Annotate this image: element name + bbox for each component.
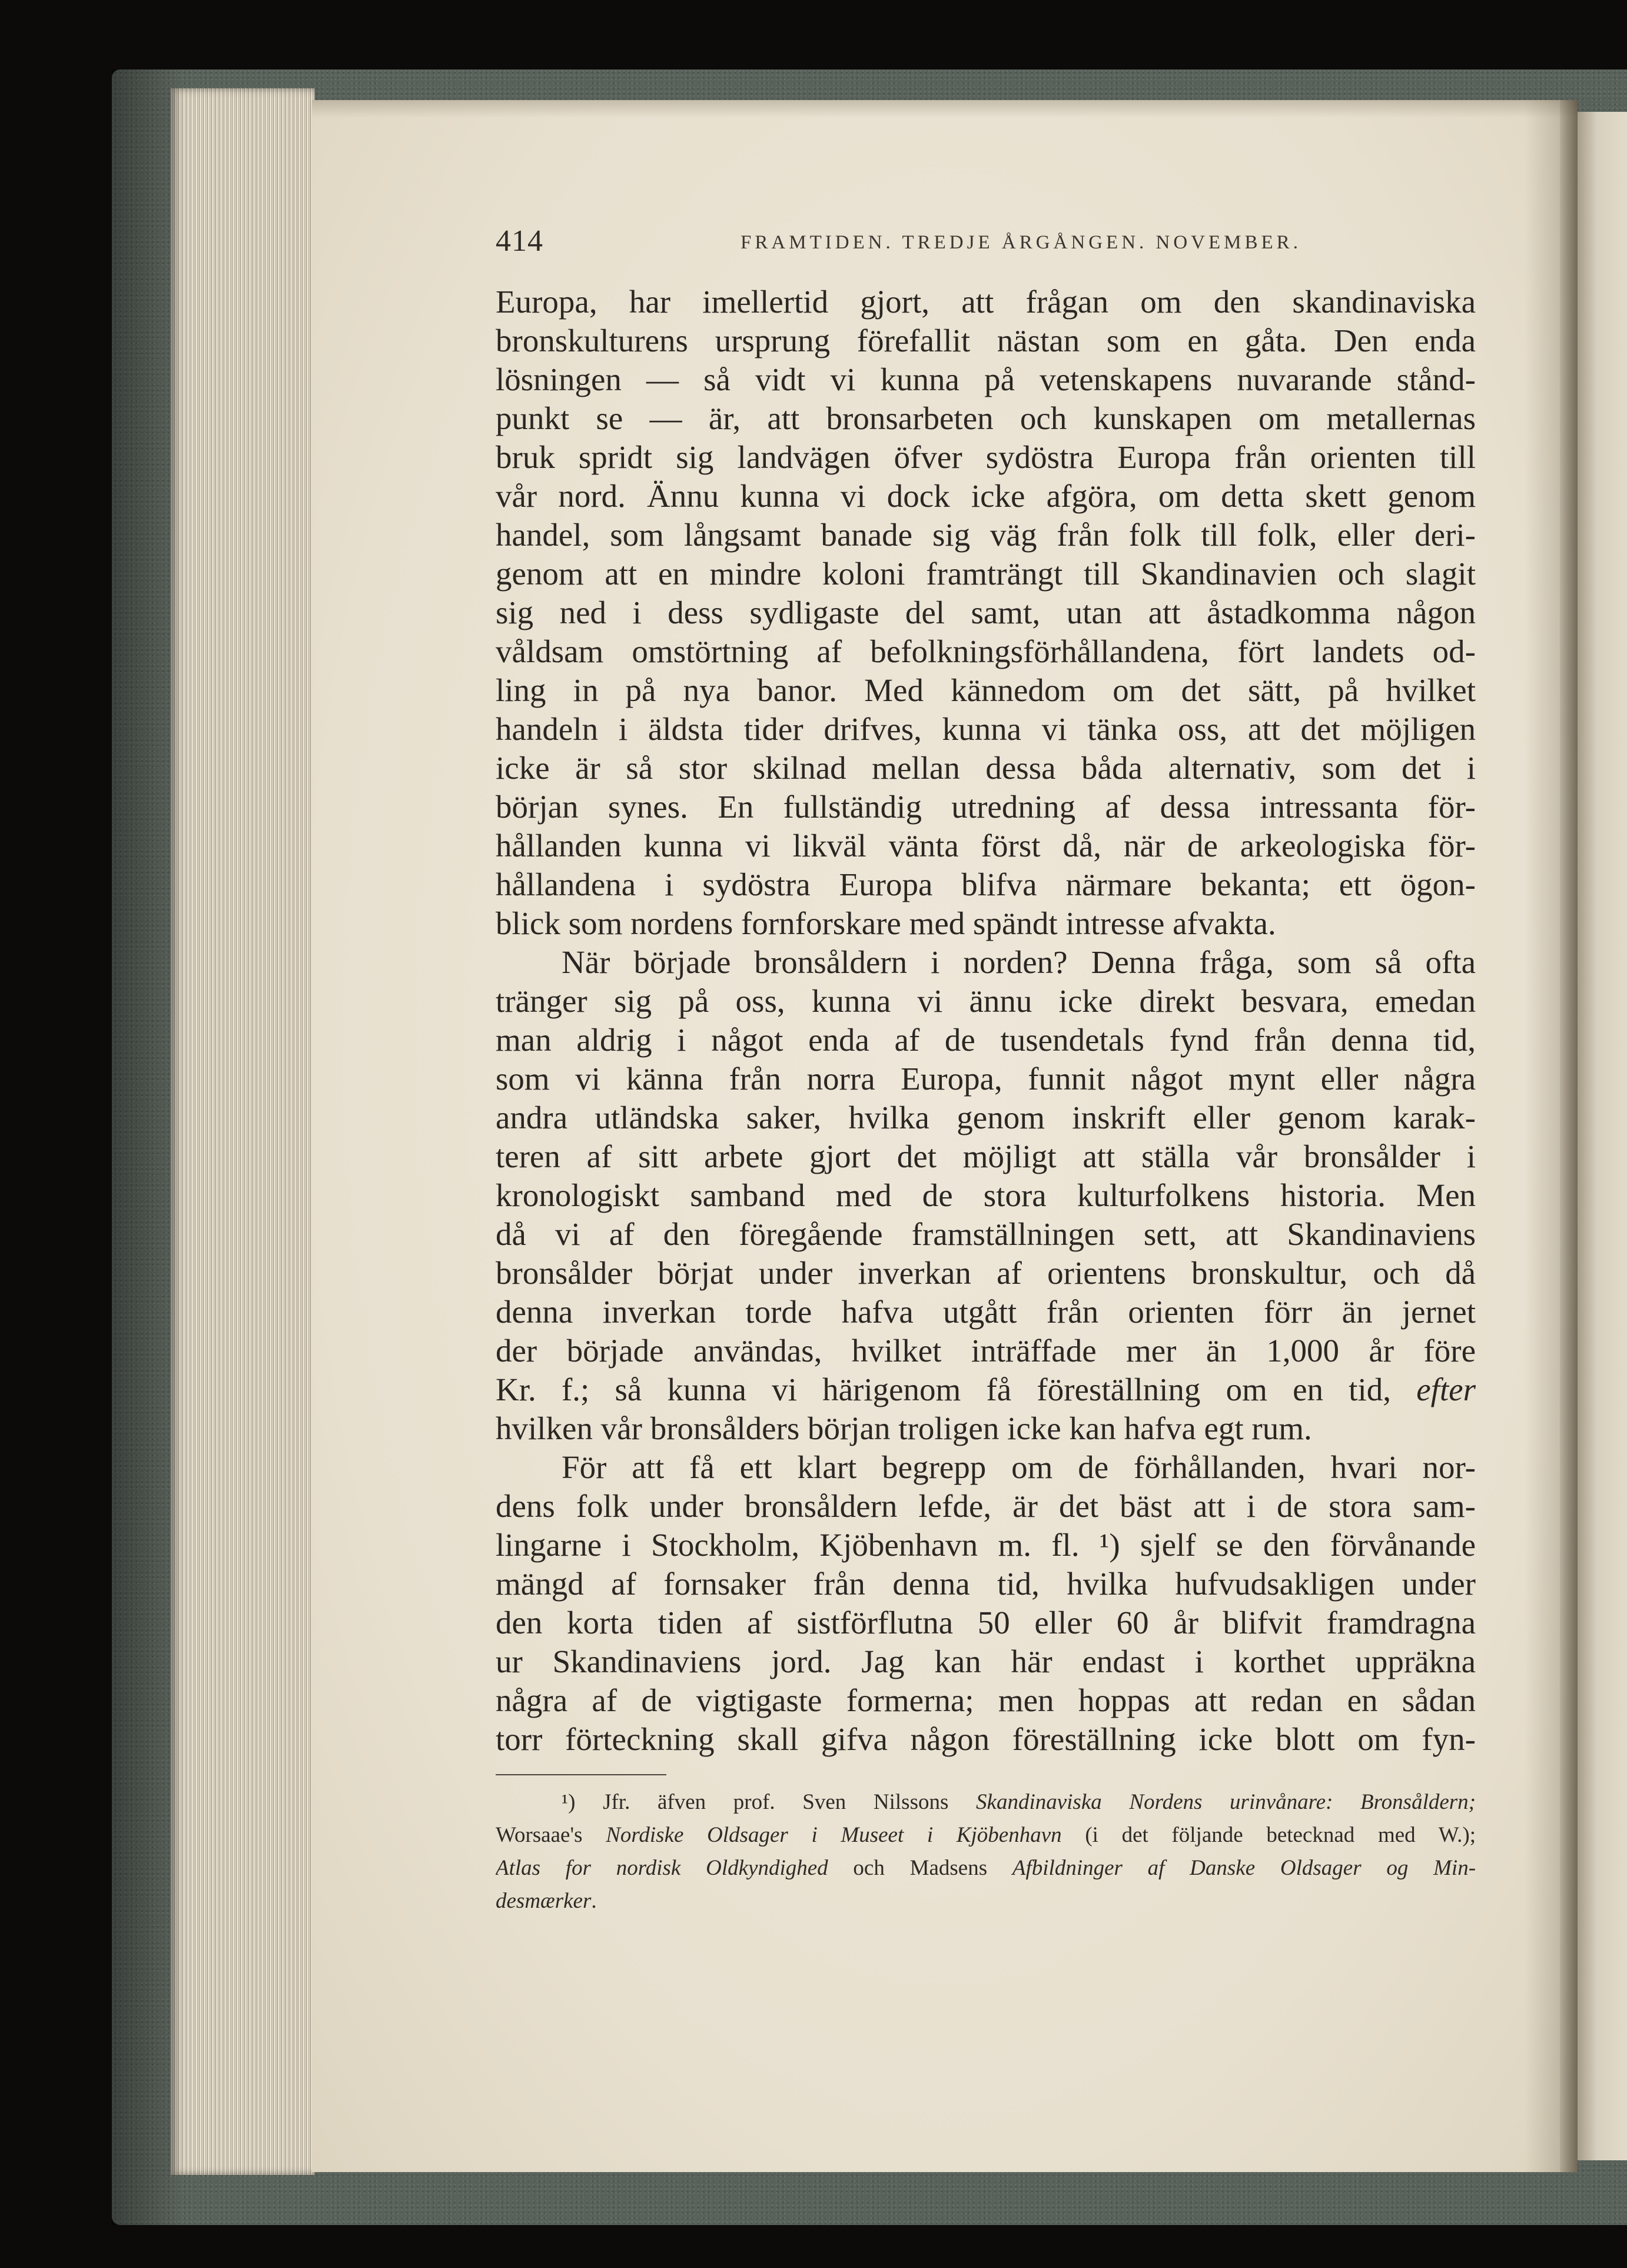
text-line: bruk spridt sig landvägen öfver sydöstra Europa från orienten till: [496, 439, 1476, 475]
gutter-shadow: [1560, 100, 1578, 2172]
footnote-text: (i det följande betecknad med W.);: [1085, 1823, 1476, 1847]
text-line: denna inverkan torde hafva utgått från orienten förr än jernet: [496, 1294, 1476, 1330]
text-line: våldsam omstörtning af befolkningsförhållandena, fört landets od-: [496, 633, 1476, 669]
text-line: ling in på nya banor. Med kännedom om det sätt, på hvilket: [496, 672, 1476, 708]
text-line: den korta tiden af sistförflutna 50 eller 60 år blifvit framdragna: [496, 1605, 1476, 1641]
text-line: punkt se — är, att bronsarbeten och kunskapen om metallernas: [496, 400, 1476, 436]
text-line: hållanden kunna vi likväl vänta först då, när de arkeologiska för-: [496, 828, 1476, 864]
page-edges-stack: [171, 88, 315, 2175]
text-line: genom att en mindre koloni framträngt till Skandinavien och slagit: [496, 556, 1476, 592]
text-line: bronsålder börjat under inverkan af orientens bronskultur, och då: [496, 1255, 1476, 1291]
footnote-title: Atlas for nordisk Oldkyndighed: [496, 1856, 828, 1880]
facing-page-edge: [1578, 112, 1627, 2160]
footnote-text: Worsaae's: [496, 1823, 583, 1847]
footnote-text: .: [591, 1889, 597, 1913]
text-line: början synes. En fullständig utredning af dessa intressanta för-: [496, 789, 1476, 825]
footnote-rule: [496, 1774, 666, 1775]
text-line: mängd af fornsaker från denna tid, hvilka hufvudsakligen under: [496, 1566, 1476, 1602]
text-line: hållandena i sydöstra Europa blifva närmare bekanta; ett ögon-: [496, 866, 1476, 902]
text-line: der började användas, hvilket inträffade mer än 1,000 år före: [496, 1333, 1476, 1369]
text-line: torr förteckning skall gifva någon föreställning icke blott om fyn-: [496, 1721, 1476, 1757]
footnote-line: [496, 1885, 1476, 1918]
text-fragment: Kr. f.; så kunna vi härigenom få föreställning om en tid,: [496, 1372, 1391, 1407]
footnote-line: [496, 1786, 1476, 1819]
footnote-title: Skandinaviska Nordens urinvånare: Bronsåldern;: [976, 1790, 1476, 1814]
text-line: [496, 1370, 1476, 1409]
text-line: När började bronsåldern i norden? Denna fråga, som så ofta: [562, 944, 1476, 980]
text-line: För att få ett klart begrepp om de förhållanden, hvari nor-: [562, 1449, 1476, 1485]
running-head: [496, 224, 1476, 271]
footnote-title: Nordiske Oldsager i Museet i Kjöbenhavn: [606, 1823, 1062, 1847]
footnote-marker: ¹): [562, 1790, 576, 1814]
emphasis-efter: efter: [1416, 1372, 1476, 1407]
text-line: dens folk under bronsåldern lefde, är det bäst att i de stora sam-: [496, 1488, 1476, 1524]
footnote-text: Jfr. äfven prof. Sven Nilssons: [603, 1790, 949, 1814]
text-line: Europa, har imellertid gjort, att frågan om den skandinaviska: [496, 284, 1476, 320]
footnote-line: [496, 1852, 1476, 1885]
text-line: icke är så stor skilnad mellan dessa båda alternativ, som det i: [496, 750, 1476, 786]
footnote-title: desmærker: [496, 1889, 592, 1913]
text-line: ur Skandinaviens jord. Jag kan här endast i korthet uppräkna: [496, 1643, 1476, 1679]
text-line: som vi känna från norra Europa, funnit något mynt eller några: [496, 1061, 1476, 1097]
text-line: några af de vigtigaste formerna; men hoppas att redan en sådan: [496, 1682, 1476, 1718]
text-line: [496, 1526, 1476, 1565]
footnote-title: Afbildninger af Danske Oldsager og Min-: [1012, 1856, 1476, 1880]
text-line: kronologiskt samband med de stora kulturfolkens historia. Men: [496, 1177, 1476, 1213]
footnote-text: och Madsens: [853, 1856, 988, 1880]
text-fragment: sjelf se den förvånande: [1140, 1527, 1476, 1563]
text-line: då vi af den föregående framställningen sett, att Skandinaviens: [496, 1216, 1476, 1252]
text-fragment: lingarne i Stockholm, Kjöbenhavn m. fl.: [496, 1527, 1080, 1563]
text-line: vår nord. Ännu kunna vi dock icke afgöra, om detta skett genom: [496, 478, 1476, 514]
footnote-line: [496, 1819, 1476, 1852]
running-head-title: FRAMTIDEN. TREDJE ÅRGÅNGEN. NOVEMBER.: [741, 232, 1301, 253]
text-line: man aldrig i något enda af de tusendetals fynd från denna tid,: [496, 1022, 1476, 1058]
page-top-shading: [312, 100, 1578, 118]
text-line: hvilken vår bronsålders början troligen icke kan hafva egt rum.: [496, 1410, 1312, 1446]
page-number: 414: [496, 224, 543, 258]
text-line: tränger sig på oss, kunna vi ännu icke direkt besvara, emedan: [496, 983, 1476, 1019]
page-text-block: [496, 224, 1476, 1918]
text-line: handel, som långsamt banade sig väg från folk till folk, eller deri-: [496, 517, 1476, 553]
text-line: teren af sitt arbete gjort det möjligt att ställa vår bronsålder i: [496, 1138, 1476, 1174]
text-line: blick som nordens fornforskare med spändt intresse afvakta.: [496, 905, 1276, 941]
text-line: sig ned i dess sydligaste del samt, utan att åstadkomma någon: [496, 595, 1476, 630]
footnote: [496, 1786, 1476, 1918]
footnote-reference: ¹): [1099, 1527, 1120, 1563]
body-text: [496, 283, 1476, 1759]
text-line: bronskulturens ursprung förefallit nästan som en gåta. Den enda: [496, 323, 1476, 358]
text-line: handeln i äldsta tider drifves, kunna vi tänka oss, att det möjligen: [496, 711, 1476, 747]
text-line: andra utländska saker, hvilka genom inskrift eller genom karak-: [496, 1100, 1476, 1135]
text-line: lösningen — så vidt vi kunna på vetenskapens nuvarande stånd-: [496, 361, 1476, 397]
